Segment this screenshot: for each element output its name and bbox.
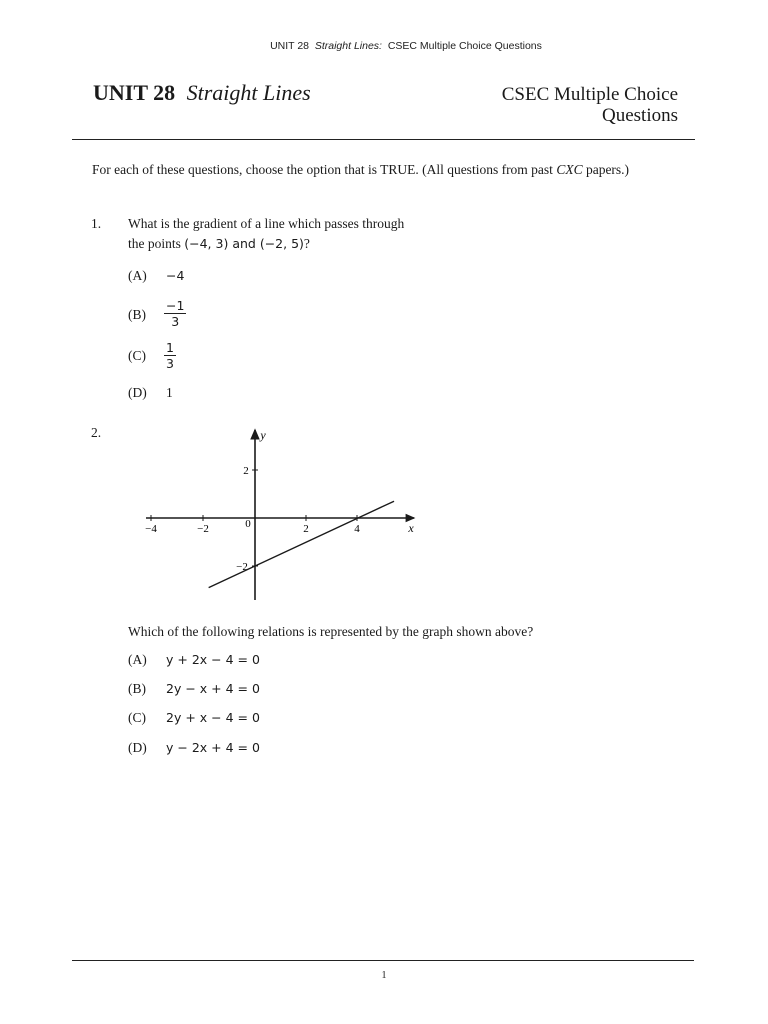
- y-tick-label-2: 2: [243, 465, 249, 477]
- q2-option-d-equation: y − 2x + 4 = 0: [166, 740, 260, 755]
- title-right-line2: Questions: [602, 105, 678, 126]
- x-tick-label-minus4: −4: [145, 523, 157, 535]
- x-axis-label: x: [408, 521, 414, 535]
- q1-line1: What is the gradient of a line which passes through: [128, 216, 405, 231]
- q1-option-b-denominator: 3: [171, 314, 180, 329]
- running-header-unit: UNIT 28: [270, 40, 309, 52]
- q1-option-d-value: 1: [166, 385, 173, 400]
- q1-qmark: ?: [303, 236, 310, 251]
- q1-option-a-letter: (A): [128, 268, 147, 283]
- y-tick-label-minus2: −2: [236, 561, 248, 573]
- q2-option-d-letter: (D): [128, 740, 147, 755]
- page-number: 1: [381, 970, 387, 981]
- running-header-topic: Straight Lines:: [314, 40, 382, 52]
- x-tick-label-minus2: −2: [197, 523, 209, 535]
- q2-option-b-letter: (B): [128, 681, 146, 696]
- instructions-end: papers.): [582, 162, 630, 177]
- title-right-line1: CSEC Multiple Choice: [501, 84, 678, 105]
- q1-option-c-numerator: 1: [166, 340, 174, 355]
- q2-option-a-equation: y + 2x − 4 = 0: [166, 652, 260, 667]
- q1-option-d-letter: (D): [128, 385, 147, 400]
- q1-point1: (−4, 3): [184, 236, 229, 251]
- q2-option-b-equation: 2y − x + 4 = 0: [166, 681, 260, 696]
- q2-number: 2.: [91, 425, 102, 440]
- q2-question: Which of the following relations is represented by the graph shown above?: [128, 624, 534, 639]
- q1-and: and: [228, 236, 260, 251]
- title-topic: Straight Lines: [186, 80, 311, 105]
- q2-option-c-letter: (C): [128, 710, 146, 725]
- instructions-text: For each of these questions, choose the option that is TRUE. (All questions from past: [92, 162, 557, 177]
- q1-option-c-denominator: 3: [166, 356, 174, 371]
- q1-number: 1.: [91, 216, 102, 231]
- x-tick-label-2: 2: [303, 523, 309, 535]
- q1-points-label: the points: [128, 236, 185, 251]
- q1-option-b-numerator: −1: [166, 298, 185, 313]
- title-unit: UNIT 28: [93, 80, 176, 105]
- x-tick-label-4: 4: [354, 523, 360, 535]
- q1-option-c-letter: (C): [128, 348, 146, 363]
- y-axis-label: y: [260, 428, 266, 442]
- q2-option-a-letter: (A): [128, 652, 147, 667]
- origin-label: 0: [245, 518, 251, 530]
- bottom-divider: [72, 960, 694, 961]
- running-header-rest: CSEC Multiple Choice Questions: [387, 40, 542, 52]
- graph-line: [209, 501, 394, 587]
- q2-option-c-equation: 2y + x − 4 = 0: [166, 710, 260, 725]
- instructions-cxc: CXC: [556, 162, 583, 177]
- q1-option-b-letter: (B): [128, 307, 146, 322]
- q1-point2: (−2, 5): [259, 236, 304, 251]
- q1-option-a-value: −4: [166, 268, 185, 283]
